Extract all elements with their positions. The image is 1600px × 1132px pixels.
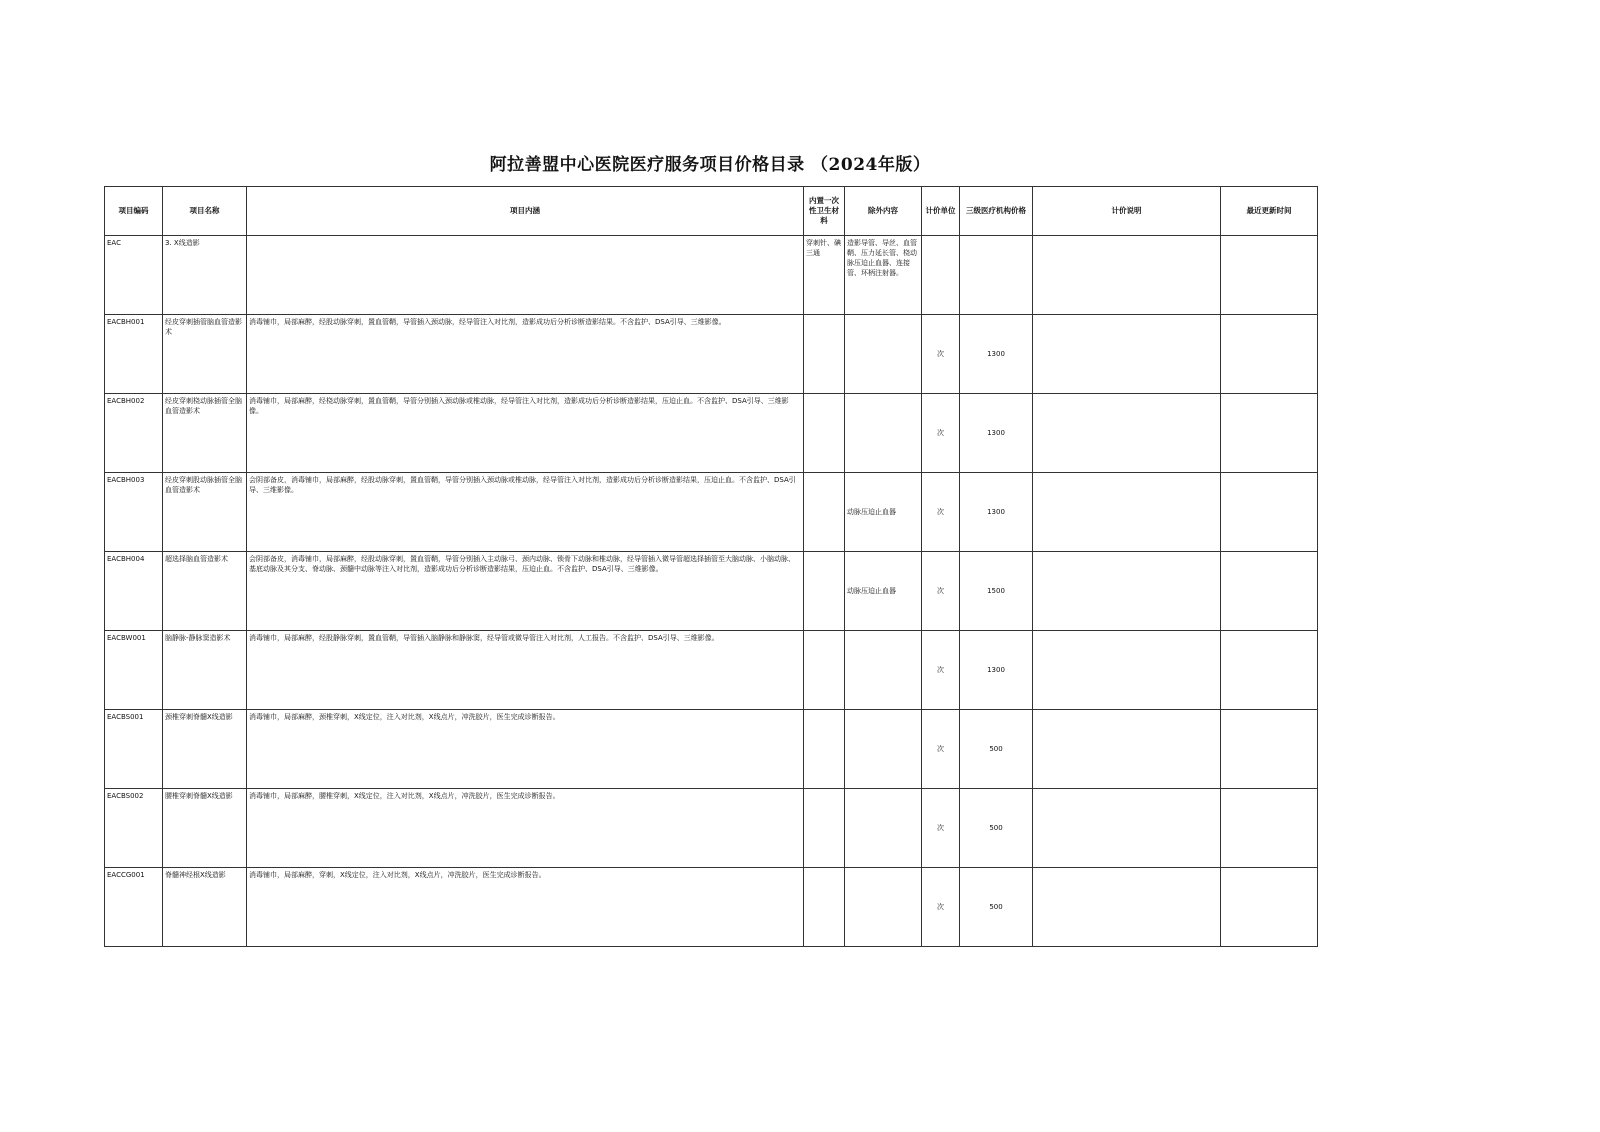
cell-content: 消毒铺巾，局部麻醉，经股静脉穿刺，置血管鞘，导管插入脑静脉和静脉窦，经导管或微导管注入对比剂，人工报告。不含监护、DSA引导、三维影像。 xyxy=(247,631,804,710)
cell-material xyxy=(804,868,845,947)
column-header-material: 内置一次性卫生材料 xyxy=(804,187,845,236)
cell-note xyxy=(1033,315,1221,394)
cell-code: EACBH001 xyxy=(105,315,163,394)
cell-price: 1300 xyxy=(960,473,1033,552)
header-row xyxy=(105,187,1318,236)
cell-unit: 次 xyxy=(922,631,960,710)
cell-content: 消毒铺巾，局部麻醉，穿刺，X线定位，注入对比剂，X线点片，冲洗胶片，医生完成诊断报告。 xyxy=(247,868,804,947)
cell-name: 经皮穿刺插管脑血管造影术 xyxy=(163,315,247,394)
cell-unit: 次 xyxy=(922,315,960,394)
page-title: 阿拉善盟中心医院医疗服务项目价格目录 （2024年版） xyxy=(489,155,931,175)
cell-note xyxy=(1033,394,1221,473)
cell-name: 脑静脉-静脉窦造影术 xyxy=(163,631,247,710)
cell-code: EACBH002 xyxy=(105,394,163,473)
cell-exclude xyxy=(845,394,922,473)
cell-name: 3. X线造影 xyxy=(163,236,247,315)
cell-unit: 次 xyxy=(922,710,960,789)
cell-note xyxy=(1033,236,1221,315)
table-row xyxy=(105,631,1318,710)
cell-exclude xyxy=(845,710,922,789)
cell-material xyxy=(804,789,845,868)
cell-updated xyxy=(1221,789,1318,868)
cell-unit: 次 xyxy=(922,868,960,947)
cell-price: 500 xyxy=(960,868,1033,947)
column-header-code: 项目编码 xyxy=(105,187,163,236)
cell-material xyxy=(804,552,845,631)
table-row xyxy=(105,868,1318,947)
cell-exclude xyxy=(845,868,922,947)
cell-code: EACBH004 xyxy=(105,552,163,631)
table-row xyxy=(105,236,1318,315)
cell-note xyxy=(1033,552,1221,631)
cell-code: EACBH003 xyxy=(105,473,163,552)
column-header-unit: 计价单位 xyxy=(922,187,960,236)
cell-unit: 次 xyxy=(922,552,960,631)
cell-material xyxy=(804,394,845,473)
cell-updated xyxy=(1221,710,1318,789)
cell-name: 腰椎穿刺脊髓X线造影 xyxy=(163,789,247,868)
cell-updated xyxy=(1221,236,1318,315)
cell-exclude xyxy=(845,789,922,868)
cell-name: 超选择脑血管造影术 xyxy=(163,552,247,631)
cell-material xyxy=(804,315,845,394)
column-header-content: 项目内涵 xyxy=(247,187,804,236)
table-row xyxy=(105,552,1318,631)
column-header-note: 计价说明 xyxy=(1033,187,1221,236)
cell-content: 会阴部备皮，消毒铺巾，局部麻醉，经股动脉穿刺，置血管鞘，导管分别插入主动脉弓、颈内动脉、锁骨下动脉和椎动脉，经导管插入微导管超选择插管至大脑动脉、小脑动脉、基底动脉及其分支、脊动脉、颈髓中动脉等注入对比剂，造影成功后分析诊断造影结果，压迫止血。不含监护、DSA引导、三维影像。 xyxy=(247,552,804,631)
cell-price: 1300 xyxy=(960,394,1033,473)
cell-updated xyxy=(1221,868,1318,947)
cell-material xyxy=(804,473,845,552)
cell-exclude xyxy=(845,631,922,710)
table-row xyxy=(105,473,1318,552)
cell-note xyxy=(1033,631,1221,710)
column-header-updated: 最近更新时间 xyxy=(1221,187,1318,236)
cell-code: EACBS002 xyxy=(105,789,163,868)
cell-updated xyxy=(1221,631,1318,710)
cell-price: 1300 xyxy=(960,631,1033,710)
price-table xyxy=(104,186,1318,947)
cell-unit xyxy=(922,236,960,315)
cell-material: 穿刺针、碘三通 xyxy=(804,236,845,315)
cell-updated xyxy=(1221,315,1318,394)
cell-code: EAC xyxy=(105,236,163,315)
column-header-price: 三级医疗机构价格 xyxy=(960,187,1033,236)
cell-price xyxy=(960,236,1033,315)
cell-unit: 次 xyxy=(922,394,960,473)
cell-note xyxy=(1033,868,1221,947)
cell-updated xyxy=(1221,473,1318,552)
table-row xyxy=(105,710,1318,789)
cell-content: 消毒铺巾，局部麻醉，经桡动脉穿刺，置血管鞘，导管分别插入颈动脉或椎动脉，经导管注入对比剂，造影成功后分析诊断造影结果，压迫止血。不含监护、DSA引导、三维影像。 xyxy=(247,394,804,473)
cell-exclude: 动脉压迫止血器 xyxy=(845,552,922,631)
cell-name: 颈椎穿刺脊髓X线造影 xyxy=(163,710,247,789)
cell-price: 500 xyxy=(960,789,1033,868)
cell-content: 消毒铺巾，局部麻醉，颈椎穿刺，X线定位，注入对比剂，X线点片，冲洗胶片，医生完成诊断报告。 xyxy=(247,710,804,789)
column-header-name: 项目名称 xyxy=(163,187,247,236)
cell-price: 500 xyxy=(960,710,1033,789)
table-row xyxy=(105,315,1318,394)
cell-exclude: 动脉压迫止血器 xyxy=(845,473,922,552)
cell-material xyxy=(804,710,845,789)
cell-note xyxy=(1033,473,1221,552)
cell-exclude xyxy=(845,315,922,394)
column-header-exclude: 除外内容 xyxy=(845,187,922,236)
cell-note xyxy=(1033,710,1221,789)
cell-name: 经皮穿刺桡动脉插管全脑血管造影术 xyxy=(163,394,247,473)
cell-note xyxy=(1033,789,1221,868)
table-row xyxy=(105,394,1318,473)
cell-code: EACCG001 xyxy=(105,868,163,947)
cell-updated xyxy=(1221,394,1318,473)
cell-exclude: 造影导管、导丝、血管鞘、压力延长管、桡动脉压迫止血器、连接管、环柄注射器。 xyxy=(845,236,922,315)
cell-content xyxy=(247,236,804,315)
cell-name: 经皮穿刺股动脉插管全脑血管造影术 xyxy=(163,473,247,552)
table-row xyxy=(105,789,1318,868)
cell-content: 会阴部备皮，消毒铺巾，局部麻醉，经股动脉穿刺，置血管鞘，导管分别插入颈动脉或椎动脉，经导管注入对比剂，造影成功后分析诊断造影结果，压迫止血。不含监护、DSA引导、三维影像。 xyxy=(247,473,804,552)
cell-price: 1300 xyxy=(960,315,1033,394)
cell-content: 消毒铺巾，局部麻醉，腰椎穿刺，X线定位，注入对比剂，X线点片，冲洗胶片，医生完成诊断报告。 xyxy=(247,789,804,868)
cell-code: EACBW001 xyxy=(105,631,163,710)
cell-unit: 次 xyxy=(922,473,960,552)
cell-name: 脊髓神经根X线造影 xyxy=(163,868,247,947)
cell-updated xyxy=(1221,552,1318,631)
cell-code: EACBS001 xyxy=(105,710,163,789)
cell-price: 1500 xyxy=(960,552,1033,631)
cell-content: 消毒铺巾，局部麻醉，经股动脉穿刺，置血管鞘，导管插入颈动脉，经导管注入对比剂，造影成功后分析诊断造影结果。不含监护、DSA引导、三维影像。 xyxy=(247,315,804,394)
cell-unit: 次 xyxy=(922,789,960,868)
cell-material xyxy=(804,631,845,710)
